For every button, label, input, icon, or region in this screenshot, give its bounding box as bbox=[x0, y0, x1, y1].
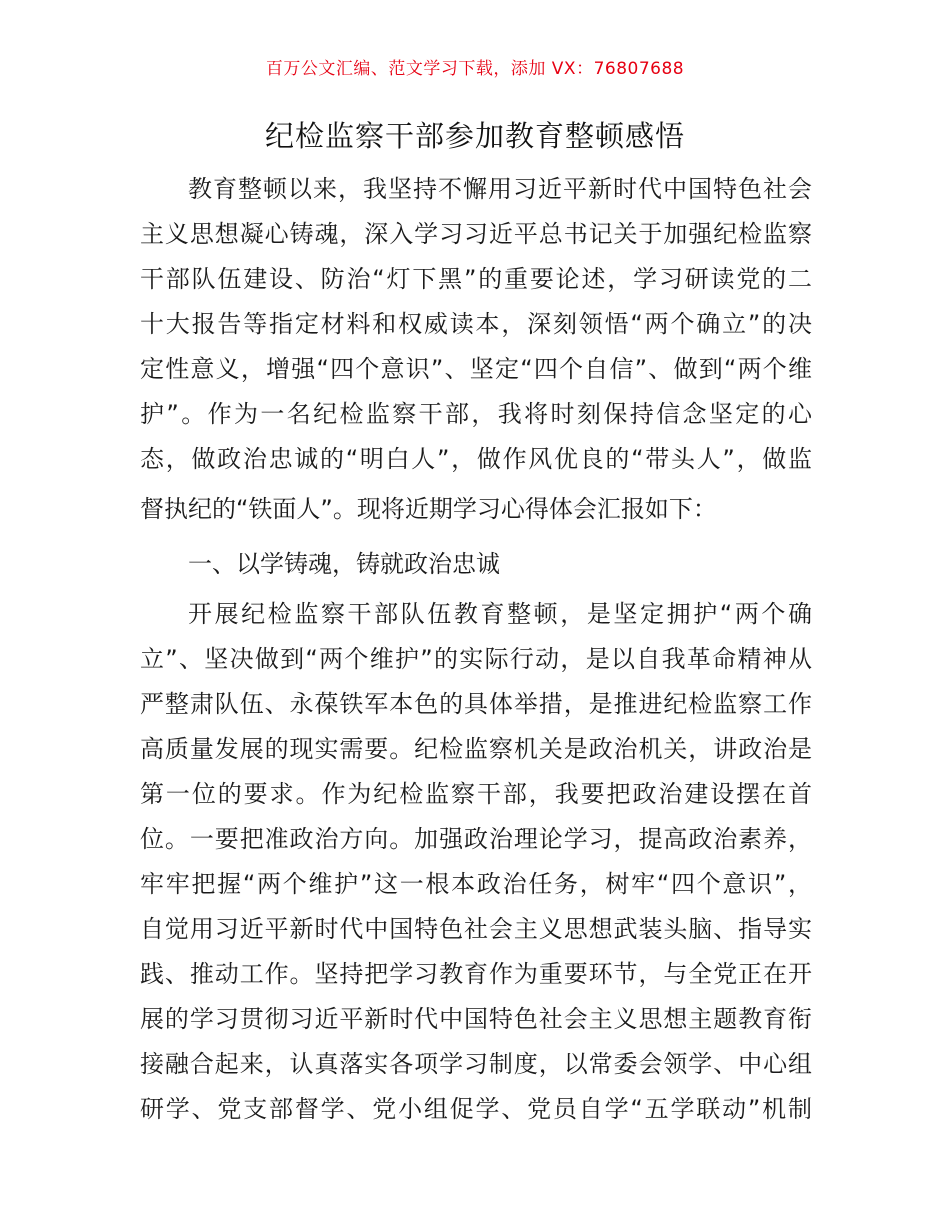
body-line: 牢牢把握“两个维护”这一根本政治任务，树牢“四个意识”， bbox=[140, 870, 812, 898]
header-watermark-note: 百万公文汇编、范文学习下载，添加 VX：76807688 bbox=[265, 59, 685, 79]
body-line: 态，做政治忠诚的“明白人”，做作风优良的“带头人”，做监 bbox=[140, 445, 812, 473]
body-line: 高质量发展的现实需要。纪检监察机关是政治机关，讲政治是 bbox=[140, 735, 812, 763]
body-line: 定性意义，增强“四个意识”、坚定“四个自信”、做到“两个维 bbox=[140, 355, 812, 383]
body-line: 十大报告等指定材料和权威读本，深刻领悟“两个确立”的决 bbox=[140, 310, 812, 338]
body-line: 立”、坚决做到“两个维护”的实际行动，是以自我革命精神从 bbox=[140, 645, 812, 673]
body-line: 践、推动工作。坚持把学习教育作为重要环节，与全党正在开 bbox=[140, 960, 812, 988]
body-line: 干部队伍建设、防治“灯下黑”的重要论述，学习研读党的二 bbox=[140, 265, 812, 293]
body-line: 位。一要把准政治方向。加强政治理论学习，提高政治素养， bbox=[140, 825, 812, 853]
body-line: 督执纪的“铁面人”。现将近期学习心得体会汇报如下： bbox=[140, 495, 717, 523]
body-line: 展的学习贯彻习近平新时代中国特色社会主义思想主题教育衔 bbox=[140, 1005, 812, 1033]
section-heading: 一、以学铸魂，铸就政治忠诚 bbox=[188, 550, 500, 578]
body-line: 主义思想凝心铸魂，深入学习习近平总书记关于加强纪检监察 bbox=[140, 220, 812, 248]
body-line: 教育整顿以来，我坚持不懈用习近平新时代中国特色社会 bbox=[188, 175, 812, 203]
body-line: 接融合起来，认真落实各项学习制度，以常委会领学、中心组 bbox=[140, 1050, 812, 1078]
body-line: 第一位的要求。作为纪检监察干部，我要把政治建设摆在首 bbox=[140, 780, 812, 808]
body-line: 护”。作为一名纪检监察干部，我将时刻保持信念坚定的心 bbox=[140, 400, 812, 428]
document-body bbox=[140, 167, 812, 1132]
document-title: 纪检监察干部参加教育整顿感悟 bbox=[264, 119, 685, 153]
body-line: 研学、党支部督学、党小组促学、党员自学“五学联动”机制 bbox=[140, 1095, 812, 1123]
body-line: 开展纪检监察干部队伍教育整顿，是坚定拥护“两个确 bbox=[188, 600, 812, 628]
body-line: 严整肃队伍、永葆铁军本色的具体举措，是推进纪检监察工作 bbox=[140, 690, 812, 718]
body-line: 自觉用习近平新时代中国特色社会主义思想武装头脑、指导实 bbox=[140, 915, 812, 943]
